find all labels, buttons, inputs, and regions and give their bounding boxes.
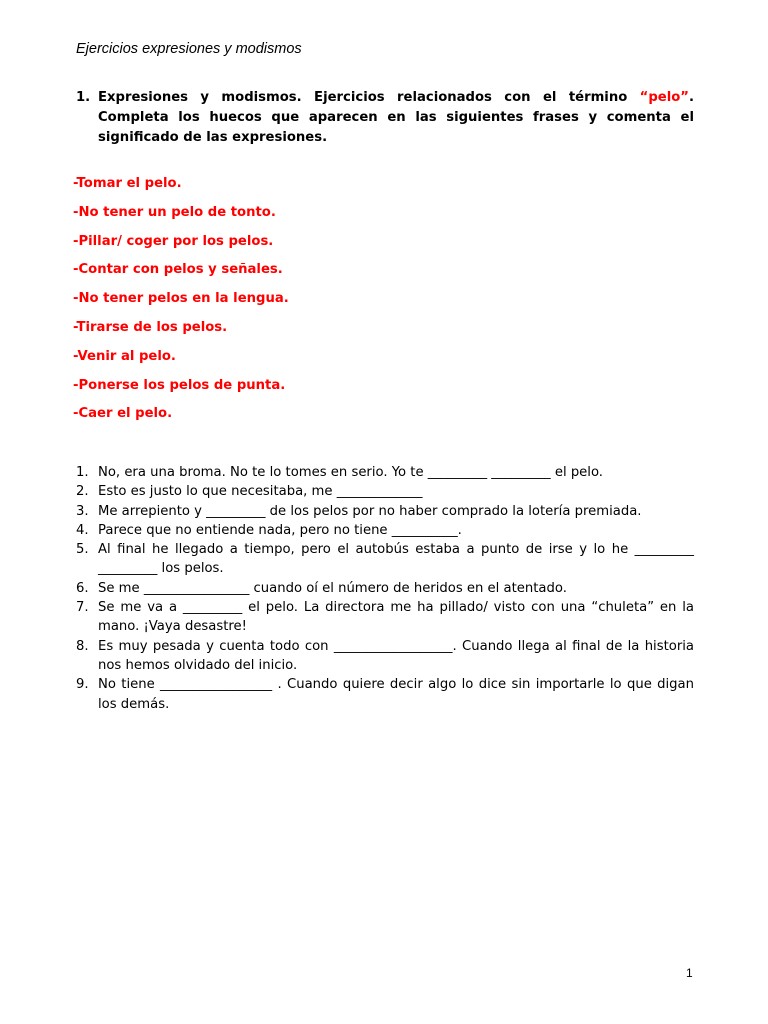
exercise-item bbox=[76, 637, 694, 676]
instructions-text-before: Expresiones y modismos. Ejercicios relacionados con el término bbox=[98, 90, 640, 105]
exercise-item bbox=[76, 598, 694, 637]
question-1 bbox=[76, 88, 694, 148]
expression-item: -Contar con pelos y señales. bbox=[73, 262, 283, 278]
instructions-keyword: “pelo” bbox=[639, 90, 689, 105]
exercise-number: 4. bbox=[76, 522, 89, 538]
expression-item: -Venir al pelo. bbox=[73, 348, 176, 364]
expression-item: -Ponerse los pelos de punta. bbox=[73, 377, 286, 393]
exercise-text: No, era una broma. No te lo tomes en serio. Yo te _________ _________ el pelo. bbox=[98, 465, 603, 480]
exercise-text: Es muy pesada y cuenta todo con __________________. Cuando llega al final de la historia nos hemos olvidado del inicio. bbox=[98, 638, 694, 673]
document-title: Ejercicios expresiones y modismos bbox=[76, 41, 302, 57]
expression-item: -No tener pelos en la lengua. bbox=[73, 291, 289, 307]
question-instructions bbox=[98, 88, 694, 148]
exercise-text: Esto es justo lo que necesitaba, me _____________ bbox=[98, 484, 423, 500]
exercise-text: Se me va a _________ el pelo. La directora me ha pillado/ visto con una “chuleta” en la mano. ¡Vaya desastre! bbox=[98, 600, 694, 635]
question-number: 1. bbox=[76, 90, 91, 105]
exercise-number: 2. bbox=[76, 484, 89, 500]
exercise-text: No tiene _________________ . Cuando quiere decir algo lo dice sin importarle lo que digan los demás. bbox=[98, 677, 694, 712]
exercise-number: 1. bbox=[76, 465, 89, 480]
exercise-text: Me arrepiento y _________ de los pelos por no haber comprado la lotería premiada. bbox=[98, 503, 642, 519]
expression-item: -Pillar/ coger por los pelos. bbox=[73, 233, 274, 249]
exercise-number: 7. bbox=[76, 600, 89, 616]
page-number: 1 bbox=[686, 966, 693, 980]
exercise-text: Parece que no entiende nada, pero no tiene __________. bbox=[98, 522, 462, 538]
exercise-list bbox=[76, 463, 694, 714]
expression-item: -No tener un pelo de tonto. bbox=[73, 204, 276, 220]
exercise-item bbox=[76, 540, 694, 579]
exercise-item bbox=[76, 482, 694, 501]
exercise-number: 6. bbox=[76, 580, 89, 596]
expression-item: -Caer el pelo. bbox=[73, 406, 173, 422]
exercise-number: 9. bbox=[76, 677, 89, 693]
expression-item: -Tomar el pelo. bbox=[73, 176, 182, 191]
exercise-text: Al final he llegado a tiempo, pero el autobús estaba a punto de irse y lo he _________ _________ los pelos. bbox=[98, 542, 694, 577]
exercise-number: 8. bbox=[76, 638, 89, 654]
expressions-list bbox=[73, 174, 289, 433]
exercise-text: Se me ________________ cuando oí el número de heridos en el atentado. bbox=[98, 580, 567, 596]
exercise-item bbox=[76, 502, 694, 521]
exercise-number: 3. bbox=[76, 503, 89, 519]
exercise-number: 5. bbox=[76, 542, 89, 558]
exercise-item bbox=[76, 463, 694, 482]
exercise-item bbox=[76, 579, 694, 598]
exercise-item bbox=[76, 521, 694, 540]
expression-item: -Tirarse de los pelos. bbox=[73, 319, 228, 335]
exercise-item bbox=[76, 675, 694, 714]
instructions-text-after: . Completa los huecos que aparecen en las siguientes frases y comenta el significado de las expresiones. bbox=[98, 90, 694, 145]
